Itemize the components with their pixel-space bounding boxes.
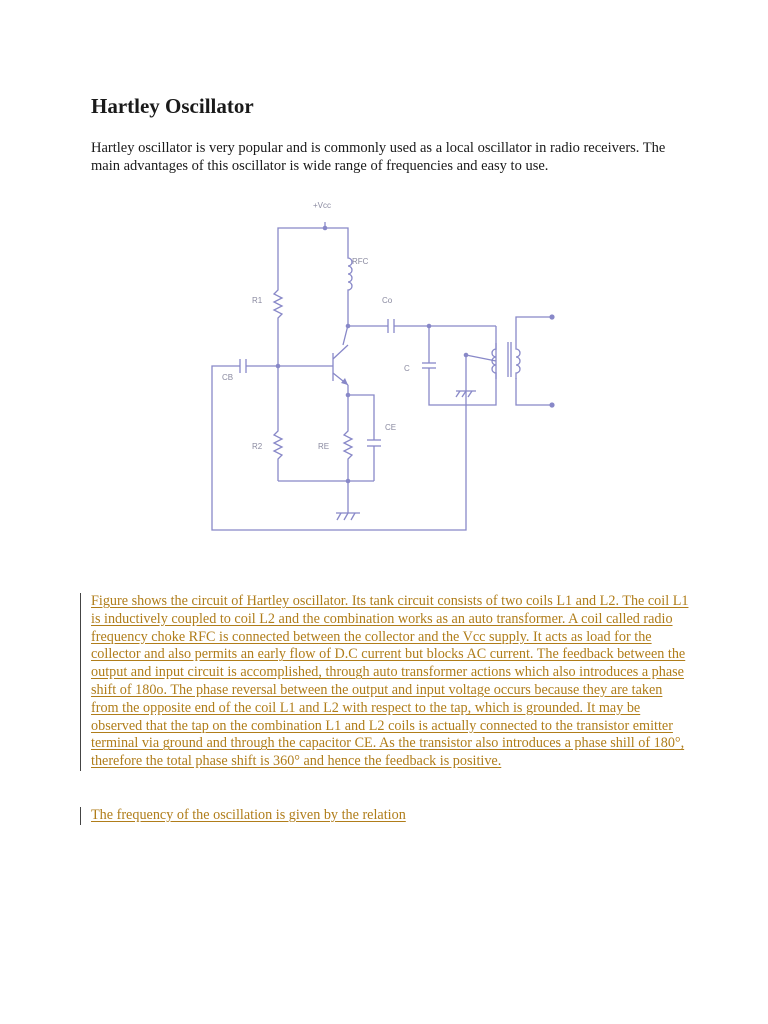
- description-paragraph: [80, 593, 691, 771]
- hartley-circuit-diagram: [200, 195, 580, 535]
- label-co: Co: [382, 296, 393, 305]
- frequency-text: The frequency of the oscillation is given by the relation: [91, 807, 406, 823]
- frequency-paragraph: [80, 807, 691, 825]
- description-text: Figure shows the circuit of Hartley oscillator. Its tank circuit consists of two coils L1 and L2. The coil L1 is inductively coupled to coil L2 and the combination works as an auto transformer. A coil called radio frequency choke RFC is connected between the collector and the Vcc supply. It acts as load for the collector and also permits an early flow of D.C current but blocks AC current. The feedback between the output and input circuit is accomplished, through auto transformer actions which also introduces a phase shift of 180o. The phase reversal between the output and input voltage occurs because they are taken from the opposite end of the coil L1 and L2 with respect to the tap, which is grounded. It may be observed that the tap on the combination L1 and L2 coils is actually connected to the transistor emitter terminal via ground and through the capacitor CE. As the transistor also introduces a phase shill of 180°, therefore the total phase shift is 360° and hence the feedback is positive.: [91, 593, 689, 770]
- page-title: Hartley Oscillator: [91, 94, 254, 118]
- label-rfc: RFC: [352, 257, 369, 266]
- intro-paragraph: Hartley oscillator is very popular and is commonly used as a local oscillator in radio receivers. The main advantages of this oscillator is wide range of frequencies and easy to use.: [91, 140, 666, 174]
- label-c: C: [404, 364, 410, 373]
- label-r2: R2: [252, 442, 263, 451]
- label-vcc: +Vcc: [313, 201, 332, 210]
- label-re: RE: [318, 442, 330, 451]
- label-r1: R1: [252, 296, 263, 305]
- label-ce: CE: [385, 423, 397, 432]
- label-cb: CB: [222, 373, 234, 382]
